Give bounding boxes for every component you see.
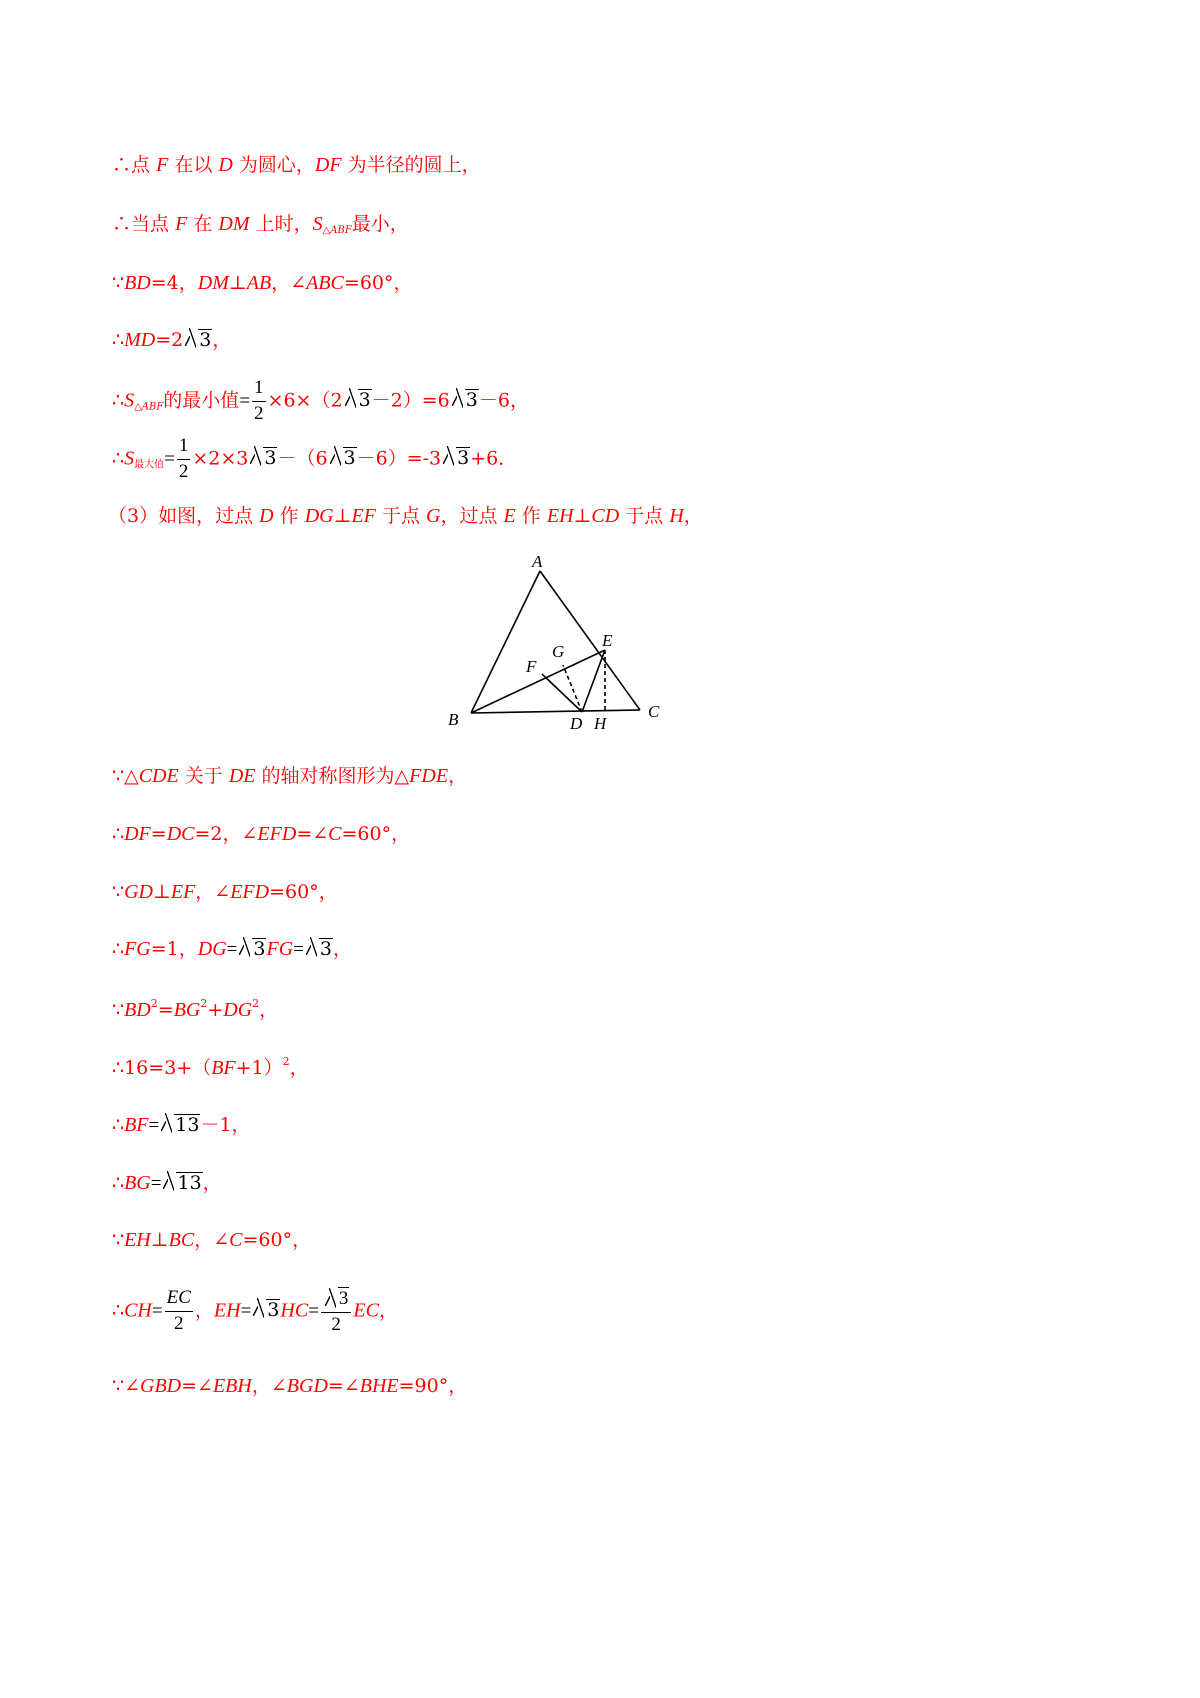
label-G: G	[552, 642, 565, 661]
solution-line-5: $\therefore S_{\triangle ABF}$的最小值= $\frac{1}{2}$ ×6×（2 3－2）=6 3－6，	[112, 377, 529, 424]
solution-line-12: $\because BD^2=BG^2+DG^2$，	[112, 997, 279, 1021]
solution-line-2: ∴当点 F 在 DM 上时，$S_{\triangle ABF}$最小，	[112, 213, 409, 236]
sqrt-symbol: 3	[452, 389, 479, 410]
solution-line-10: ∵GD⊥EF，∠EFD=60°，	[112, 881, 338, 903]
solution-line-7: （3）如图，过点 D 作 DG⊥EF 于点 G，过点 E 作 EH⊥CD 于点 H，	[108, 505, 703, 527]
solution-line-15: ∴BG= 13，	[112, 1172, 222, 1194]
geometry-figure	[440, 545, 700, 745]
label-C: C	[648, 702, 660, 721]
solution-line-13: $\therefore 16=3+(BF+1)^2$，	[112, 1055, 309, 1079]
solution-line-9: ∴DF=DC=2，∠EFD=∠C=60°，	[112, 823, 411, 845]
solution-line-8: ∵△CDE 关于 DE 的轴对称图形为△FDE，	[112, 765, 468, 787]
solution-line-3: ∵BD=4，DM⊥AB，∠ABC=60°，	[112, 272, 413, 294]
sqrt-symbol: 3	[253, 1299, 280, 1320]
solution-line-18: ∵∠GBD=∠EBH，∠BGD=∠BHE=90°，	[112, 1375, 468, 1397]
solution-line-11: ∴FG=1，DG= 3FG= 3，	[112, 938, 352, 960]
fraction: $\frac{1}{2}$	[254, 377, 264, 424]
label-F: F	[526, 657, 537, 676]
solution-line-1: ∴点 F 在以 D 为圆心，DF 为半径的圆上，	[112, 154, 481, 176]
sqrt-symbol: 13	[163, 1172, 202, 1193]
sqrt-symbol: 3	[330, 447, 357, 468]
sqrt-symbol: 3	[306, 938, 333, 959]
sqrt-symbol: 3	[443, 447, 470, 468]
sqrt-symbol: 3	[325, 1287, 350, 1310]
fraction: $\frac{1}{2}$	[178, 435, 189, 482]
sqrt-symbol: 3	[239, 938, 266, 959]
solution-line-4: ∴MD=2 3，	[112, 329, 232, 351]
solution-line-14: ∴BF= 13－1，	[112, 1114, 251, 1136]
solution-line-16: ∵EH⊥BC，∠C=60°，	[112, 1229, 312, 1251]
label-A: A	[532, 552, 543, 571]
sqrt-symbol: 3	[185, 329, 212, 350]
label-H: H	[594, 714, 607, 733]
sqrt-symbol: 13	[161, 1114, 200, 1135]
fraction: $\frac{3}{2}$	[321, 1287, 352, 1336]
sqrt-symbol: 3	[250, 447, 277, 468]
sqrt-symbol: 3	[345, 389, 372, 410]
fraction: $\frac{EC}{2}$	[166, 1287, 191, 1334]
label-D: D	[570, 714, 583, 733]
label-E: E	[602, 631, 613, 650]
segment-FD	[542, 674, 582, 712]
segment-AB	[471, 571, 540, 713]
solution-line-6: $\therefore S_{最大值}=$ $\frac{1}{2}$ ×2×3 3－（6 3－6）=-3 3+6．	[112, 435, 518, 482]
label-B: B	[448, 710, 459, 729]
segment-BC	[471, 710, 640, 713]
solution-line-17: ∴CH= $\frac{EC}{2}$ ，EH= 3HC= $\frac{3}{2}$ EC，	[112, 1287, 398, 1335]
segment-DG	[563, 665, 582, 712]
